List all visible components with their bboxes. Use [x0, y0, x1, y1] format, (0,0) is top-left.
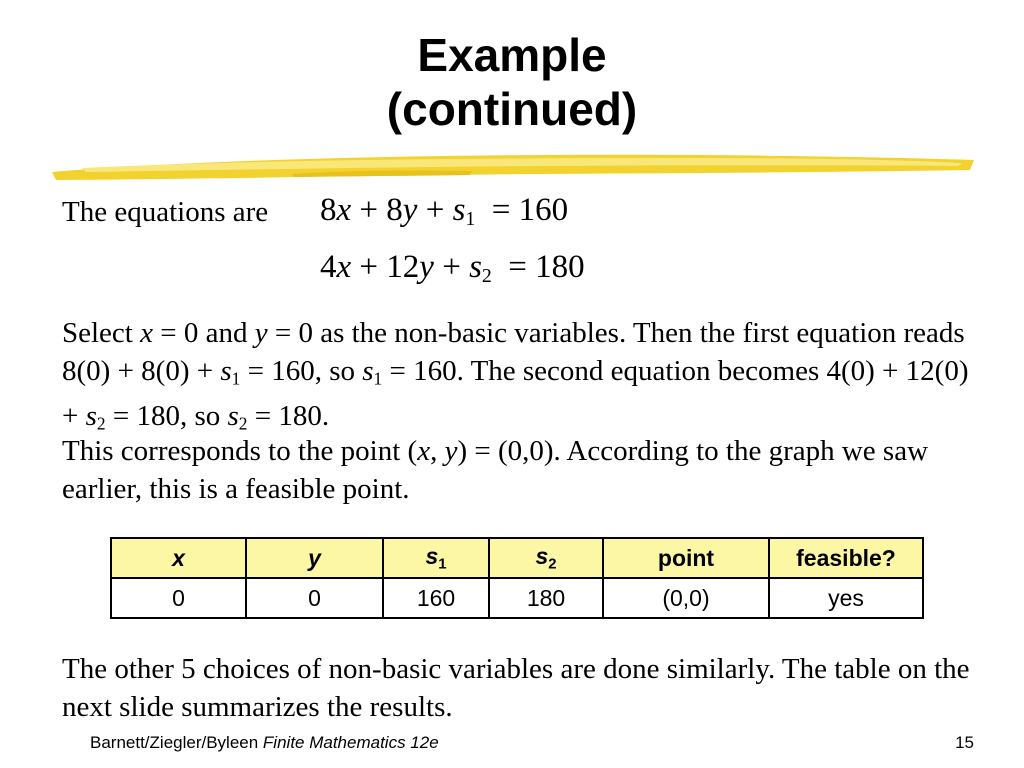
eq2-var-y: y: [419, 249, 434, 285]
cell-x: 0: [111, 578, 246, 618]
eq2-var-s: s: [469, 249, 482, 285]
header-feasible: feasible?: [769, 538, 923, 578]
para1-text-1: Select: [62, 317, 141, 349]
eq1-var-s: s: [452, 192, 466, 228]
basic-solution-table: [110, 537, 924, 619]
para1-text-3: = 0 as the non-basic variables. Then the first equation reads 8(0) + 8(0) +: [62, 317, 965, 387]
eq2-sub: 2: [481, 264, 492, 287]
cell-s2: 180: [489, 578, 603, 618]
equation-1: [320, 192, 568, 231]
paragraph-feasible-point: [62, 432, 992, 508]
para2-text-2: ,: [430, 435, 445, 467]
header-s2: [489, 538, 603, 578]
para1-text-6: = 180, so: [105, 400, 228, 433]
page-number: 15: [955, 733, 974, 752]
eq2-rhs: 180: [535, 249, 585, 285]
para2-text-3: ) = (0,0). According to the graph we saw earlier, this is a feasible point.: [62, 435, 929, 505]
para1-sub-1a: 1: [231, 368, 241, 389]
table-row: [111, 578, 923, 618]
para1-text-4: = 160, so: [240, 355, 363, 387]
cell-feasible: yes: [769, 578, 923, 618]
eq1-rhs: 160: [518, 192, 569, 228]
header-y: y: [246, 538, 383, 578]
eq1-coef-y: 8: [386, 192, 403, 228]
para1-text-5: = 160. The second equation becomes 4(0) + 12(0) +: [62, 355, 969, 433]
footer-authors: Barnett/Ziegler/Byleen: [90, 733, 263, 752]
eq2-coef-y: 12: [386, 249, 420, 285]
para1-var-s1b: s: [362, 355, 374, 387]
header-s1-var: s: [425, 543, 439, 570]
para1-var-s2a: s: [85, 400, 97, 433]
eq1-coef-x: 8: [320, 192, 337, 228]
paragraph-other-choices: The other 5 choices of non-basic variables are done similarly. The table on the next slide summarizes the results.: [62, 653, 970, 723]
header-x: x: [111, 538, 246, 578]
para1-var-s1a: s: [220, 355, 232, 387]
para2-text-1: This corresponds to the point (: [62, 435, 418, 467]
title-line-1: Example: [417, 29, 607, 81]
eq1-var-y: y: [402, 192, 418, 228]
paragraph-non-basic-selection: [62, 314, 992, 443]
header-point: point: [603, 538, 769, 578]
title-underline-brushstroke: [52, 148, 974, 182]
header-s2-sub: 2: [548, 555, 557, 573]
para2-var-x: x: [417, 435, 431, 467]
cell-s1: 160: [383, 578, 489, 618]
para1-var-y: y: [254, 317, 268, 349]
eq2-plus-2: +: [442, 249, 461, 285]
para1-sub-1b: 1: [373, 368, 383, 389]
slide-title: [0, 28, 1024, 136]
para1-var-x: x: [140, 317, 153, 349]
cell-y: 0: [246, 578, 383, 618]
eq2-var-x: x: [336, 249, 352, 285]
header-s1-sub: 1: [438, 555, 447, 573]
eq1-plus-2: +: [425, 192, 445, 228]
eq1-plus-1: +: [359, 192, 379, 228]
title-line-2: (continued): [386, 83, 638, 135]
para1-sub-2a: 2: [96, 413, 106, 434]
para1-sub-2b: 2: [238, 413, 248, 434]
para2-var-y: y: [444, 435, 458, 467]
eq2-coef-x: 4: [320, 249, 337, 285]
eq1-sub: 1: [465, 207, 476, 230]
footer-citation: [90, 733, 439, 753]
footer-book-title: Finite Mathematics 12e: [262, 733, 439, 752]
equation-2: [320, 249, 585, 288]
eq1-equals: =: [491, 192, 511, 228]
eq2-equals: =: [508, 249, 527, 285]
eq1-var-x: x: [336, 192, 352, 228]
table-header-row: [111, 538, 923, 578]
header-s2-var: s: [535, 543, 549, 570]
para1-text-2: = 0 and: [152, 317, 255, 349]
para1-var-s2b: s: [227, 400, 239, 433]
equations-intro: The equations are: [62, 196, 269, 228]
para1-text-7: = 180.: [247, 400, 330, 433]
eq2-plus-1: +: [359, 249, 379, 285]
header-s1: [383, 538, 489, 578]
cell-point: (0,0): [603, 578, 769, 618]
